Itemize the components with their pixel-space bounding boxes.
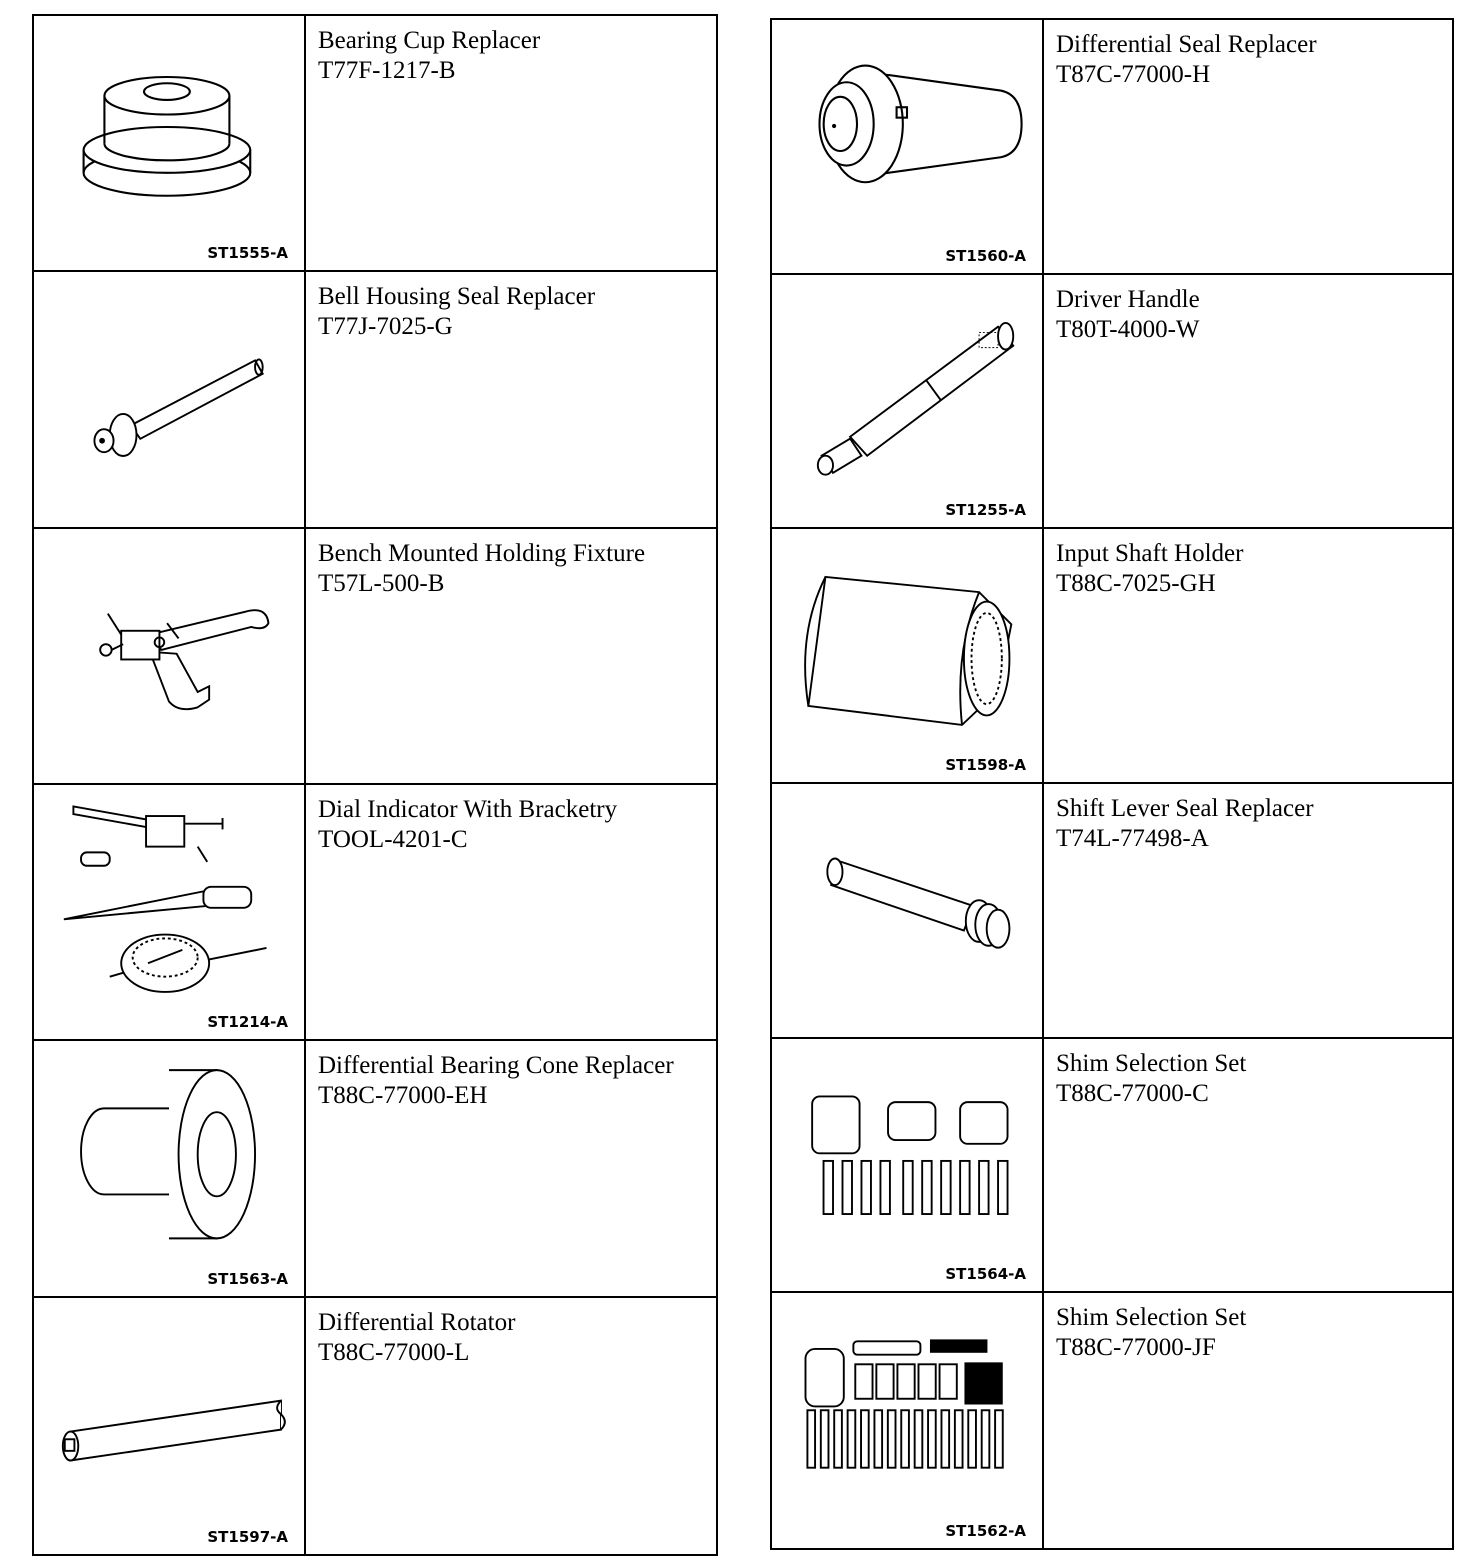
illustration-cell (772, 529, 1044, 784)
part-number: T80T-4000-W (1056, 315, 1200, 343)
illustration-cell (772, 275, 1044, 530)
input-shaft-holder-icon (782, 539, 1032, 748)
bearing-cup-replacer-icon (44, 26, 294, 236)
bearing-cone-replacer-icon (44, 1051, 294, 1261)
figure-code: ST1214-A (207, 1013, 288, 1032)
figure-code: ST1598-A (945, 756, 1026, 774)
tool-name: Input Shaft Holder (1056, 540, 1244, 568)
part-number: T57L-500-B (318, 569, 445, 597)
description-cell (306, 529, 716, 785)
tool-name: Differential Seal Replacer (1056, 31, 1317, 58)
illustration-cell (772, 20, 1044, 275)
part-number: T87C-77000-H (1056, 61, 1211, 88)
illustration-cell (34, 16, 306, 272)
description-cell (1044, 275, 1452, 530)
part-number: T88C-77000-C (1056, 1079, 1209, 1107)
tool-name: Driver Handle (1056, 285, 1200, 313)
figure-code: ST1597-A (207, 1528, 288, 1546)
bell-housing-seal-replacer-icon (44, 282, 294, 492)
tool-name: Differential Rotator (318, 1308, 516, 1336)
shim-selection-set-icon (782, 1049, 1032, 1258)
tool-name: Shift Lever Seal Replacer (1056, 795, 1314, 822)
shim-selection-set-icon (782, 1303, 1032, 1514)
part-number: TOOL-4201-C (318, 826, 468, 853)
shift-lever-seal-replacer-icon (782, 794, 1032, 1003)
dial-indicator-icon (44, 795, 294, 1005)
description-cell (1044, 1293, 1452, 1548)
description-cell (306, 272, 716, 528)
part-number: T88C-7025-GH (1056, 570, 1216, 598)
holding-fixture-icon (44, 539, 294, 749)
tools-table-left (32, 14, 718, 1556)
part-number: T88C-77000-JF (1056, 1334, 1216, 1362)
driver-handle-icon (782, 285, 1032, 494)
tools-table-right (770, 18, 1454, 1550)
description-cell (1044, 20, 1452, 275)
figure-code: ST1560-A (945, 246, 1026, 265)
tool-name: Bell Housing Seal Replacer (318, 283, 596, 311)
part-number: T88C-77000-L (318, 1338, 470, 1366)
description-cell (1044, 1039, 1452, 1294)
tool-name: Dial Indicator With Bracketry (318, 796, 618, 823)
illustration-cell (772, 1293, 1044, 1548)
part-number: T77F-1217-B (318, 57, 456, 84)
description-cell (306, 1298, 716, 1554)
illustration-cell (772, 784, 1044, 1039)
part-number: T74L-77498-A (1056, 825, 1209, 852)
description-cell (1044, 784, 1452, 1039)
tool-name: Bench Mounted Holding Fixture (318, 539, 646, 567)
description-cell (306, 785, 716, 1041)
differential-rotator-icon (44, 1308, 294, 1520)
part-number: T88C-77000-EH (318, 1082, 488, 1110)
illustration-cell (34, 1298, 306, 1554)
tool-name: Bearing Cup Replacer (318, 27, 541, 54)
tool-name: Shim Selection Set (1056, 1304, 1247, 1332)
figure-code: ST1562-A (945, 1522, 1026, 1540)
figure-code: ST1555-A (207, 244, 288, 263)
illustration-cell (34, 272, 306, 528)
description-cell (1044, 529, 1452, 784)
figure-code: ST1564-A (945, 1265, 1026, 1284)
description-cell (306, 16, 716, 272)
differential-seal-replacer-icon (782, 30, 1032, 239)
tool-name: Differential Bearing Cone Replacer (318, 1052, 674, 1080)
illustration-cell (772, 1039, 1044, 1294)
illustration-cell (34, 1041, 306, 1297)
part-number: T77J-7025-G (318, 313, 453, 341)
figure-code: ST1563-A (207, 1269, 288, 1288)
figure-code: ST1255-A (945, 501, 1026, 520)
illustration-cell (34, 785, 306, 1041)
tool-name: Shim Selection Set (1056, 1049, 1247, 1077)
description-cell (306, 1041, 716, 1297)
illustration-cell (34, 529, 306, 785)
